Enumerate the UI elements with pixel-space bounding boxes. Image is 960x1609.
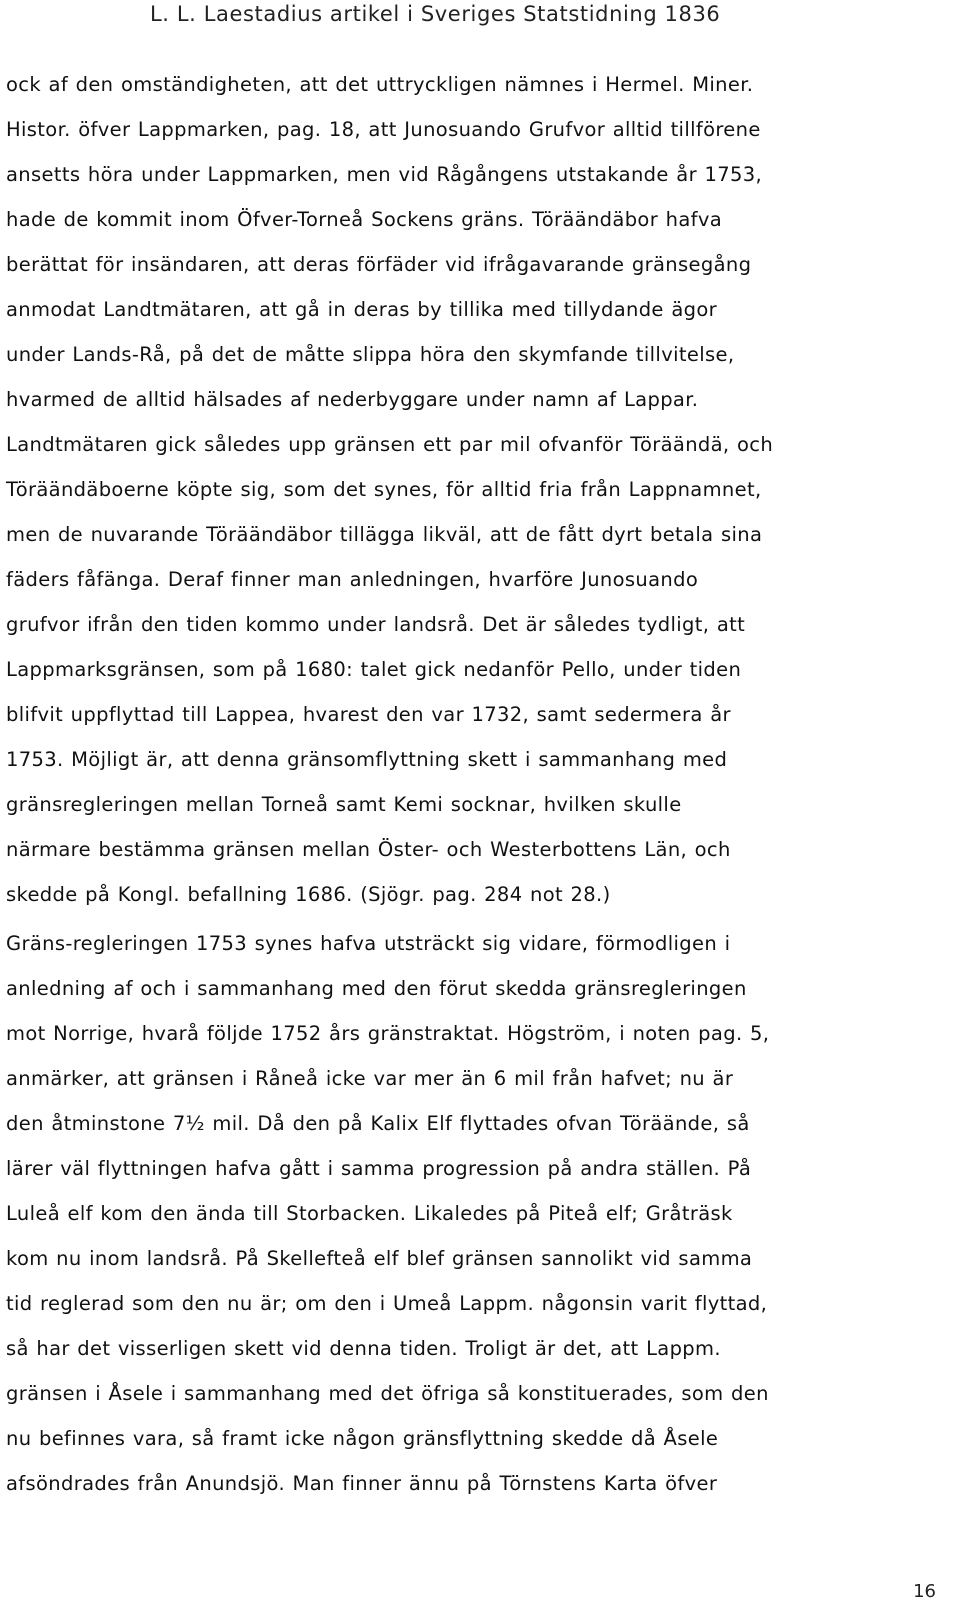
page-header: L. L. Laestadius artikel i Sveriges Statstidning 1836 [150, 2, 721, 26]
text-line: Luleå elf kom den ända till Storbacken. Likaledes på Piteå elf; Gråträsk [6, 1202, 733, 1225]
text-line: närmare bestämma gränsen mellan Öster- och Westerbottens Län, och [6, 838, 731, 861]
text-line: blifvit uppflyttad till Lappea, hvarest den var 1732, samt sedermera år [6, 703, 731, 726]
text-line: mot Norrige, hvarå följde 1752 års gränstraktat. Högström, i noten pag. 5, [6, 1022, 770, 1045]
text-line: fäders fåfänga. Deraf finner man anledningen, hvarföre Junosuando [6, 568, 699, 591]
text-line: Töräändäboerne köpte sig, som det synes, för alltid fria från Lappnamnet, [6, 478, 762, 501]
text-line: ock af den omständigheten, att det uttryckligen nämnes i Hermel. Miner. [6, 73, 754, 96]
text-line: Histor. öfver Lappmarken, pag. 18, att Junosuando Grufvor alltid tillförene [6, 118, 761, 141]
text-line: Lappmarksgränsen, som på 1680: talet gick nedanför Pello, under tiden [6, 658, 742, 681]
text-line: ansetts höra under Lappmarken, men vid Rågångens utstakande år 1753, [6, 163, 763, 186]
paragraph-2 [6, 921, 946, 1506]
text-line: nu befinnes vara, så framt icke någon gränsflyttning skedde då Åsele [6, 1427, 719, 1450]
text-line: anmodat Landtmätaren, att gå in deras by tillika med tillydande ägor [6, 298, 717, 321]
text-line: kom nu inom landsrå. På Skellefteå elf blef gränsen sannolikt vid samma [6, 1247, 753, 1270]
text-line: anledning af och i sammanhang med den förut skedda gränsregleringen [6, 977, 747, 1000]
text-line: 1753. Möjligt är, att denna gränsomflyttning skett i sammanhang med [6, 748, 728, 771]
page-number: 16 [913, 1581, 936, 1602]
text-line: grufvor ifrån den tiden kommo under landsrå. Det är således tydligt, att [6, 613, 746, 636]
text-line: hvarmed de alltid hälsades af nederbyggare under namn af Lappar. [6, 388, 699, 411]
text-line: under Lands-Rå, på det de måtte slippa höra den skymfande tillvitelse, [6, 343, 735, 366]
text-line: hade de kommit inom Öfver-Torneå Sockens gräns. Töräändäbor hafva [6, 208, 723, 231]
text-line: Gräns-regleringen 1753 synes hafva utsträckt sig vidare, förmodligen i [6, 932, 731, 955]
text-line: så har det visserligen skett vid denna tiden. Troligt är det, att Lappm. [6, 1337, 721, 1360]
text-line: gränsregleringen mellan Torneå samt Kemi socknar, hvilken skulle [6, 793, 682, 816]
text-line: lärer väl flyttningen hafva gått i samma progression på andra ställen. På [6, 1157, 752, 1180]
text-line: skedde på Kongl. befallning 1686. (Sjögr. pag. 284 not 28.) [6, 883, 611, 906]
text-line: afsöndrades från Anundsjö. Man finner ännu på Törnstens Karta öfver [6, 1472, 718, 1495]
text-line: gränsen i Åsele i sammanhang med det öfriga så konstituerades, som den [6, 1382, 769, 1405]
text-line: anmärker, att gränsen i Råneå icke var mer än 6 mil från hafvet; nu är [6, 1067, 734, 1090]
text-line: Landtmätaren gick således upp gränsen ett par mil ofvanför Töräändä, och [6, 433, 774, 456]
paragraph-1 [6, 62, 946, 917]
text-line: men de nuvarande Töräändäbor tillägga likväl, att de fått dyrt betala sina [6, 523, 763, 546]
text-line: tid reglerad som den nu är; om den i Umeå Lappm. någonsin varit flyttad, [6, 1292, 768, 1315]
text-line: berättat för insändaren, att deras förfäder vid ifrågavarande gränsegång [6, 253, 752, 276]
text-line: den åtminstone 7½ mil. Då den på Kalix Elf flyttades ofvan Töräände, så [6, 1112, 750, 1135]
